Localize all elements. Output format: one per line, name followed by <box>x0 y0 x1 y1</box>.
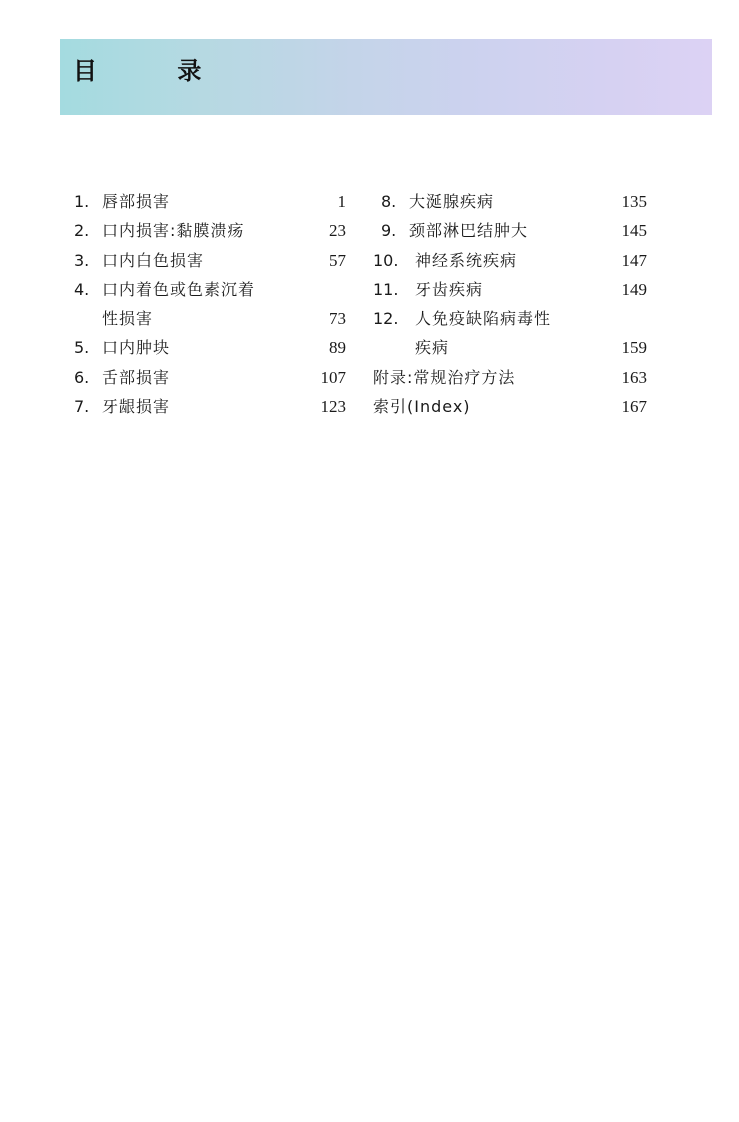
toc-entry[interactable] <box>74 275 346 304</box>
toc-entry-number: 1. <box>74 192 90 211</box>
toc-entry[interactable] <box>373 275 647 304</box>
toc-right-column <box>373 187 647 421</box>
toc-entry-page: 1 <box>337 192 346 211</box>
toc-entry-title: 唇部损害 <box>102 192 171 211</box>
toc-entry-title: 牙龈损害 <box>102 397 171 417</box>
toc-entry-page: 135 <box>621 192 647 211</box>
toc-entry[interactable] <box>74 392 346 421</box>
toc-entry-title: 舌部损害 <box>102 367 171 387</box>
toc-entry-title: 疾病 <box>415 338 450 358</box>
toc-entry-number: 5. <box>74 338 90 358</box>
toc-entry-page: 147 <box>621 250 647 270</box>
toc-entry-number: 12. <box>373 309 399 329</box>
toc-entry-number: 11. <box>373 279 399 299</box>
toc-entry-title: 口内着色或色素沉着 <box>102 279 256 299</box>
toc-entry-title: 口内损害:黏膜溃疡 <box>102 221 245 241</box>
toc-entry-continuation[interactable] <box>373 333 647 362</box>
toc-entry-title: 颈部淋巴结肿大 <box>409 221 529 241</box>
toc-entry-title: 性损害 <box>102 309 154 329</box>
toc-entry-number: 8. <box>381 192 397 211</box>
toc-entry-page: 73 <box>329 309 346 329</box>
toc-entry-number: 10. <box>373 250 399 270</box>
toc-entry[interactable] <box>373 216 647 245</box>
toc-entry[interactable] <box>74 246 346 275</box>
page-title: 目 录 <box>73 57 238 85</box>
toc-entry[interactable] <box>74 363 346 392</box>
toc-entry[interactable] <box>74 187 346 216</box>
toc-entry-title: 大涎腺疾病 <box>409 192 495 211</box>
toc-entry-page: 107 <box>320 367 346 387</box>
toc-entry-page: 57 <box>329 250 346 270</box>
toc-entry-page: 159 <box>621 338 647 358</box>
toc-entry-page: 123 <box>320 397 346 417</box>
toc-entry[interactable] <box>74 333 346 362</box>
toc-entry-title: 索引(Index) <box>373 397 471 417</box>
toc-entry-continuation[interactable] <box>74 304 346 333</box>
toc-entry-page: 145 <box>621 221 647 241</box>
toc-entry-title: 人免疫缺陷病毒性 <box>415 309 552 329</box>
toc-entry-appendix[interactable] <box>373 363 647 392</box>
toc-entry-title: 神经系统疾病 <box>415 250 518 270</box>
toc-entry-title: 口内白色损害 <box>102 250 205 270</box>
toc-entry[interactable] <box>373 246 647 275</box>
toc-entry-page: 167 <box>621 397 647 417</box>
toc-entry-title: 口内肿块 <box>102 338 171 358</box>
toc-entry[interactable] <box>373 187 647 216</box>
toc-entry-number: 4. <box>74 279 90 299</box>
toc-entry-page: 23 <box>329 221 346 241</box>
toc-entry-index[interactable] <box>373 392 647 421</box>
toc-entry[interactable] <box>74 216 346 245</box>
toc-entry[interactable] <box>373 304 647 333</box>
toc-entry-number: 6. <box>74 367 90 387</box>
toc-entry-number: 3. <box>74 250 90 270</box>
toc-entry-title: 附录:常规治疗方法 <box>373 367 516 387</box>
toc-entry-number: 9. <box>381 221 397 241</box>
toc-entry-page: 149 <box>621 279 647 299</box>
toc-entry-number: 7. <box>74 397 90 417</box>
toc-entry-page: 163 <box>621 367 647 387</box>
toc-left-column <box>74 187 346 421</box>
toc-entry-page: 89 <box>329 338 346 358</box>
toc-entry-number: 2. <box>74 221 90 241</box>
toc-entry-title: 牙齿疾病 <box>415 279 484 299</box>
